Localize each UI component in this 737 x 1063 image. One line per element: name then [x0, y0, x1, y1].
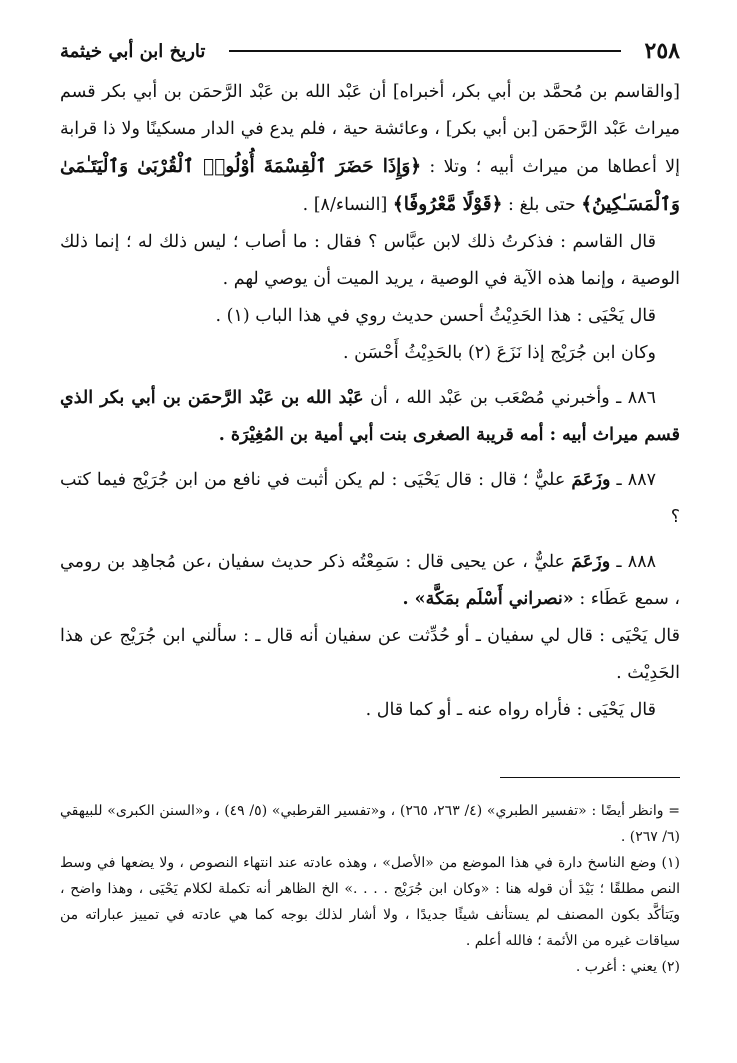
main-text [60, 74, 680, 729]
paragraph-ibn-jurayj: وكان ابن جُرَيْج إذا نَزَعَ (٢) بالحَدِيْثُ أَحْسَن . [343, 343, 656, 363]
book-title: تاريخ ابن أبي خيثمة [60, 40, 206, 62]
quran-verse: ﴿قَوْلًا مَّعْرُوفًا﴾ [392, 194, 503, 215]
narration-keyword: وزَعَمَ [571, 470, 611, 490]
verse-reference: [النساء/٨] . [302, 195, 393, 215]
paragraph-yahya-final: قال يَحْيَى : فأراه رواه عنه ـ أو كما قال . [365, 700, 656, 720]
footnote-2: (٢) يعني : أغرب . [575, 959, 680, 975]
narration-text: عليٌّ ، عن يحيى قال : سَمِعْتُه ذكر حديث سفيان ،عن مُجاهِد بن رومي ، سمع عَطَاء : [60, 552, 680, 609]
narration-888 [60, 544, 680, 618]
footnote-rule [500, 777, 680, 778]
document-page [60, 28, 680, 980]
narration-number: ٨٨٧ ـ [610, 470, 656, 490]
footnote-1: (١) وضع الناسخ دارة في هذا الموضع من «الأصل» ، وهذه عادته عند انتهاء النصوص ، ولا يضعها في وسط النص مطلقًا ؛ بَيْدَ أن قوله هنا : «وكان ابن جُرَيْج . . . .» الخ الظاهر أنه تكملة لكلام يَحْيَى ، وهذا واضح ، ويَتأكَّد بكون المصنف لم يستأنف شيئًا جديدًا ، ولا أشار لذلك بوجه كما هي عادته في تمييز عباراته من سياقات غيره من الأئمة ؛ فالله أعلم . [60, 855, 680, 949]
narration-886 [60, 380, 680, 454]
paragraph-yahya-comment: قال يَحْيَى : هذا الحَدِيْثُ أحسن حديث روي في هذا الباب (١) . [215, 306, 656, 326]
narration-emphasis: عَبْد الله بن عَبْد الرَّحمَن بن أبي بكر الذي قسم ميراث أبيه : أمه قريبة الصغرى بنت أبي أمية بن المُغِيْرَة . [60, 388, 680, 445]
narration-887 [60, 462, 680, 536]
paragraph-yahya-sufyan: قال يَحْيَى : قال لي سفيان ـ أو حُدِّثت عن سفيان أنه قال ـ : سألني ابن جُرَيْج عن هذا الحَدِيْث . [60, 626, 680, 683]
footnotes [60, 798, 680, 980]
narration-text: عليٌّ ؛ قال : قال يَحْيَى : لم يكن أثبت في نافع من ابن جُرَيْج فيما كتب ؟ [60, 470, 680, 527]
page-header [60, 28, 680, 74]
footnote-continuation: = وانظر أيضًا : «تفسير الطبري» (٤/ ٢٦٣، ٢٦٥) ، و«تفسير القرطبي» (٥/ ٤٩) ، و«السنن الكبرى» للبيهقي (٦/ ٢٦٧) . [60, 803, 681, 845]
paragraph-text: حتى بلغ : [502, 195, 582, 215]
narration-number: ٨٨٨ ـ [610, 552, 656, 572]
header-rule [229, 50, 620, 52]
narration-text: ٨٨٦ ـ وأخبرني مُصْعَب بن عَبْد الله ، أن [363, 388, 656, 408]
quran-verse: ﴿وَإِذَا حَضَرَ ٱلْقِسْمَةَ أُوْلُوا۟ ٱلْقُرْبَىٰ وَٱلْيَتَـٰمَىٰ وَٱلْمَسَـٰكِينُ﴾ [60, 156, 680, 215]
paragraph-inheritance-verse [60, 74, 680, 224]
page-number: ٢٥٨ [644, 38, 680, 64]
narration-keyword: وزَعَمَ [571, 552, 611, 572]
paragraph-qasim: قال القاسم : فذكرتُ ذلك لابن عبَّاس ؟ فقال : ما أصاب ؛ ليس ذلك له ؛ إنما ذلك الوصية ، وإنما هذه الآية في الوصية ، يريد الميت أن يوصي لهم . [60, 232, 680, 289]
paragraph-text: [والقاسم بن مُحمَّد بن أبي بكر، أخبراه] أن عَبْد الله بن عَبْد الرَّحمَن بن أبي بكر قسم ميراث عَبْد الرَّحمَن [بن أبي بكر] ، وعائشة حية ، فلم يدع في الدار مسكينًا ولا ذا قرابة إلا أعطاها من ميراث أبيه ؛ وتلا : [60, 82, 681, 177]
narration-quote: «نصراني أَسْلَم بمَكَّة» . [402, 589, 574, 609]
